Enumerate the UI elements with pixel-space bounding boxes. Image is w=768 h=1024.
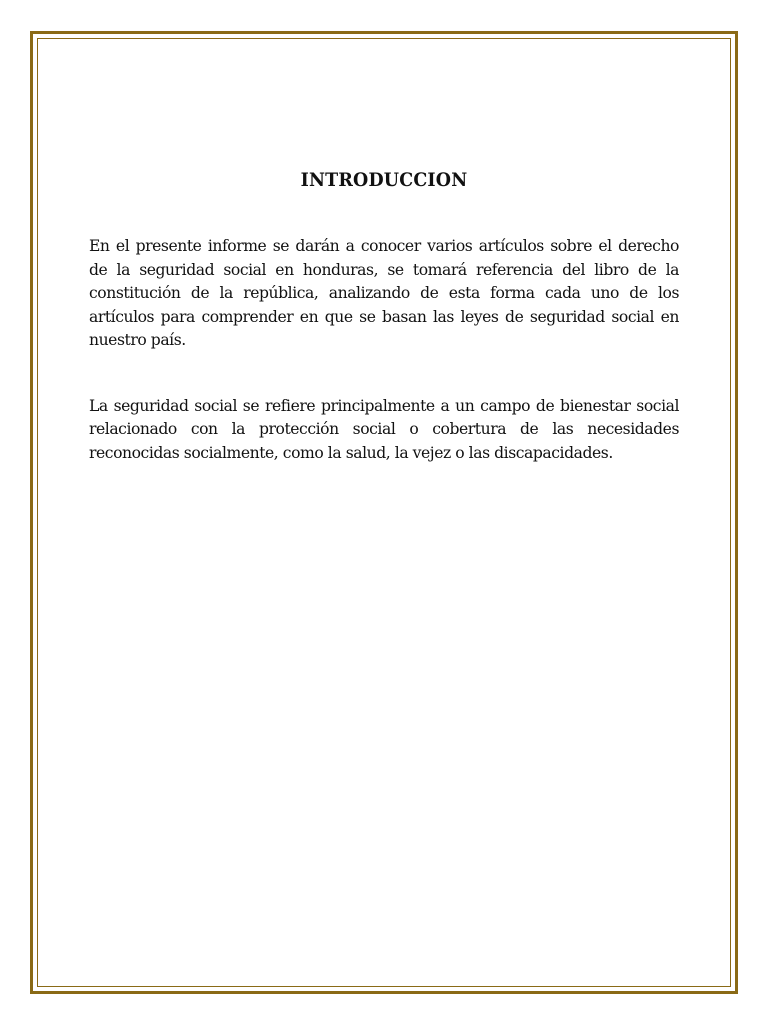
document-title: INTRODUCCION: [300, 169, 468, 191]
paragraph-1: En el presente informe se darán a conocer varios artículos sobre el derecho de la seguridad social en honduras, se tomará referencia del libro de la constitución de la república, analizando de esta forma cada uno de los artículos para comprender en que se basan las leyes de seguridad social en nuestro país.: [89, 237, 679, 349]
paragraph-2: La seguridad social se refiere principalmente a un campo de bienestar social relacionado con la protección social o cobertura de las necesidades reconocidas socialmente, como la salud, la vejez o las discapacidades.: [89, 396, 679, 462]
document-body: [89, 168, 679, 465]
